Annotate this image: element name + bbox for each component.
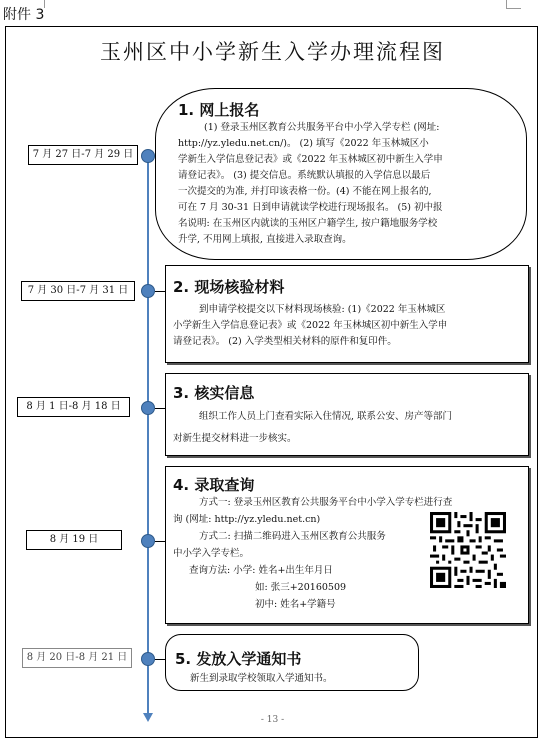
step-2-connector <box>155 291 165 292</box>
step-1-line: 一次提交的为准, 并打印该表格一份。(4) 不能在网上报名的, <box>178 186 432 197</box>
step-1-line: http://yz.yledu.net.cn/)。 (2) 填写《2022 年玉林城区小 <box>178 138 429 149</box>
step-1-line: (1) 登录玉州区教育公共服务平台中小学入学专栏 (网址: <box>204 122 440 133</box>
step-4-date: 8 月 19 日 <box>26 530 122 550</box>
step-1-line: 名说明: 在玉州区内就读的玉州区户籍学生, 按户籍地服务学校 <box>178 218 438 229</box>
step-3-line: 组织工作人员上门查看实际入住情况, 联系公安、房产等部门 <box>199 411 453 422</box>
step-1-title: 1. 网上报名 <box>178 101 260 119</box>
step-1-line: 学新生入学信息登记表》或《2022 年玉林城区初中新生入学申 <box>178 154 443 165</box>
attachment-label: 附件 3 <box>3 7 45 23</box>
step-2-line: 到申请学校提交以下材料现场核验: (1)《2022 年玉林城区 <box>199 304 446 315</box>
step-4-line: 如: 张三+20160509 <box>255 582 347 593</box>
step-2-title: 2. 现场核验材料 <box>173 278 285 296</box>
step-5-text <box>190 671 415 687</box>
step-5-node <box>141 652 155 666</box>
qr-code-icon[interactable] <box>430 512 506 588</box>
step-3-title: 3. 核实信息 <box>173 384 255 402</box>
step-4-title: 4. 录取查询 <box>173 476 255 494</box>
step-1-line: 升学, 不用网上填报, 直接进入录取查询。 <box>178 234 352 245</box>
step-5-connector <box>155 659 165 660</box>
step-5-line: 新生到录取学校领取入学通知书。 <box>190 673 333 684</box>
step-4-line: 初中: 姓名+学籍号 <box>255 599 336 610</box>
step-2-text <box>173 302 523 350</box>
step-5-date: 8 月 20 日-8 月 21 日 <box>22 648 132 668</box>
page-title: 玉州区中小学新生入学办理流程图 <box>100 40 445 64</box>
step-1-line: 可在 7 月 30-31 日到申请就读学校进行现场报名。 (5) 初中报 <box>178 202 443 213</box>
step-2-node <box>141 284 155 298</box>
step-4-line: 询 (网址: http://yz.yledu.net.cn) <box>173 514 321 525</box>
step-2-line: 小学新生入学信息登记表》或《2022 年玉林城区初中新生入学申 <box>173 320 448 331</box>
step-4-line: 中小学入学专栏。 <box>173 548 250 559</box>
step-1-line: 请登记表》。 (3) 提交信息。系统默认填报的入学信息以最后 <box>178 170 431 181</box>
step-4-line: 查询方法: 小学: 姓名+出生年月日 <box>189 565 333 576</box>
step-1-node <box>141 149 155 163</box>
step-4-node <box>141 534 155 548</box>
step-3-line: 对新生提交材料进一步核实。 <box>173 433 297 444</box>
step-4-line: 方式一: 登录玉州区教育公共服务平台中小学入学专栏进行查 <box>199 497 453 508</box>
corner-mark <box>506 0 521 9</box>
step-3-node <box>141 401 155 415</box>
step-5-title: 5. 发放入学通知书 <box>175 650 302 668</box>
corner-mark <box>44 0 45 8</box>
step-4-connector <box>155 541 165 542</box>
page-number: - 13 - <box>260 715 285 725</box>
step-3-date: 8 月 1 日-8 月 18 日 <box>17 397 130 417</box>
step-2-date: 7 月 30 日-7 月 31 日 <box>21 281 135 301</box>
step-3-connector <box>155 408 165 409</box>
step-4-line: 方式二: 扫描二维码进入玉州区教育公共服务 <box>199 531 386 542</box>
step-1-text <box>178 120 508 248</box>
step-3-text <box>173 406 523 450</box>
step-1-date: 7 月 27 日-7 月 29 日 <box>28 145 138 165</box>
timeline-line <box>147 150 149 716</box>
step-2-line: 请登记表》。 (2) 入学类型相关材料的原件和复印件。 <box>173 336 397 347</box>
